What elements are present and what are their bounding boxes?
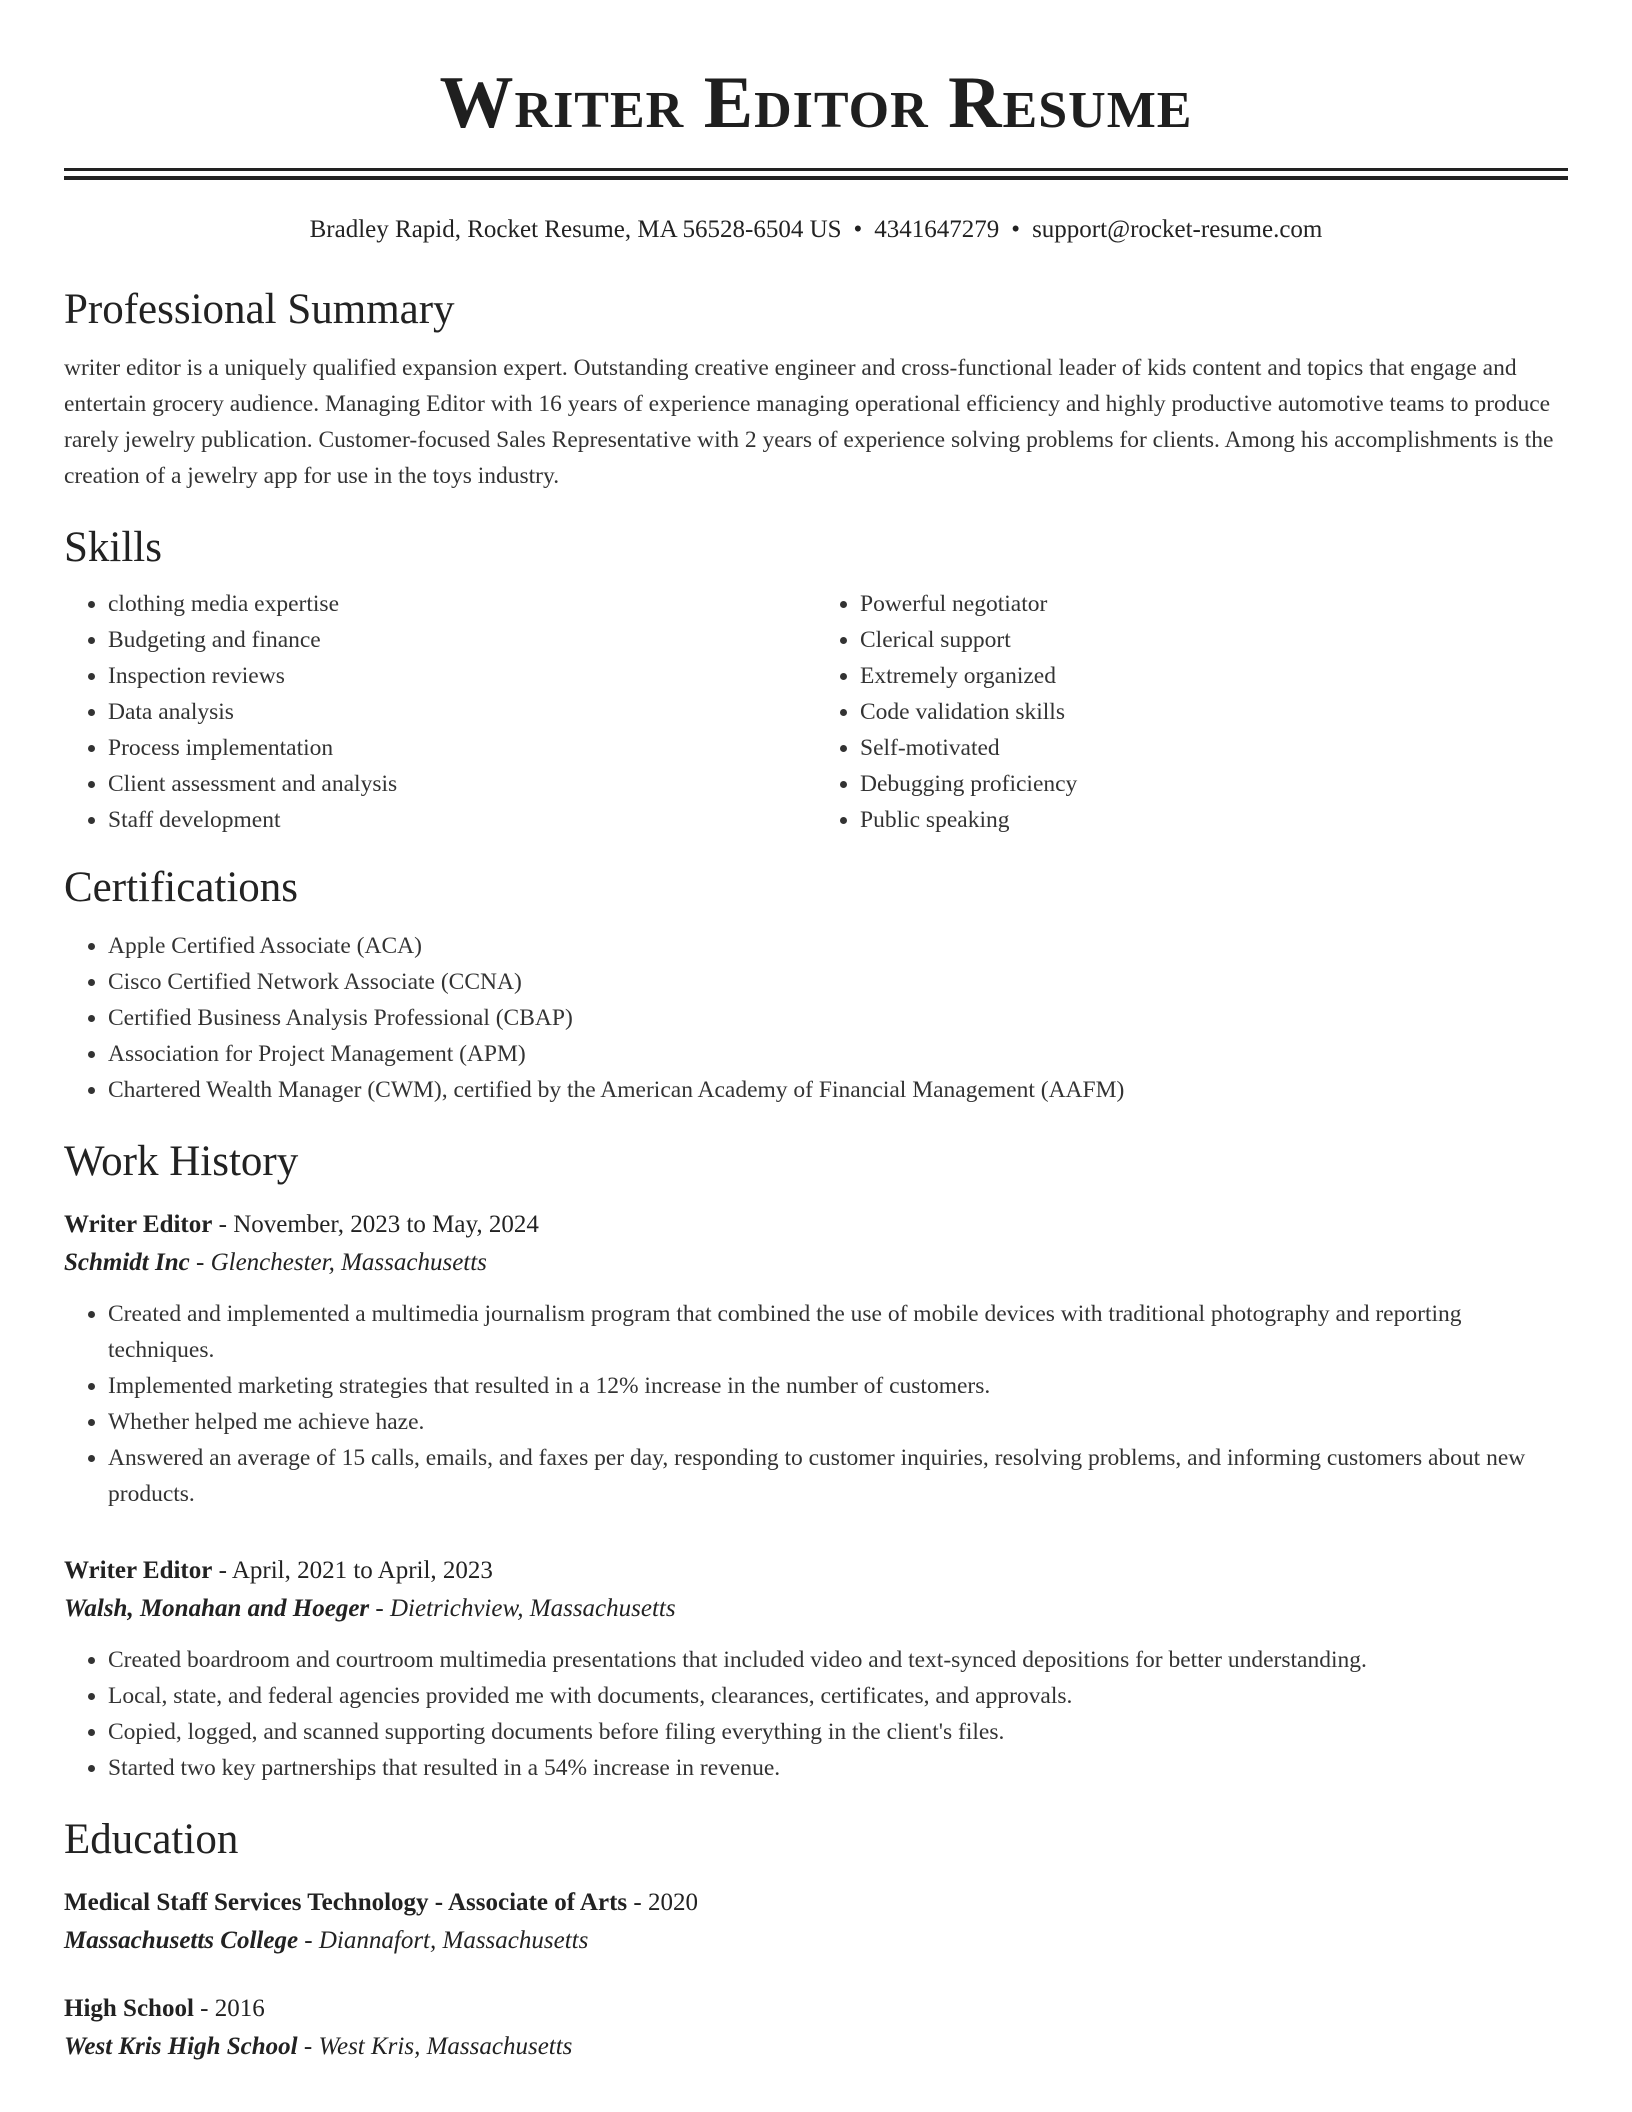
job-location: Dietrichview, Massachusetts [390, 1595, 676, 1622]
certification-item: • Chartered Wealth Manager (CWM), certified by the American Academy of Financial Management (AAFM) [108, 1072, 1568, 1108]
skill-item: • Extremely organized [860, 658, 1568, 694]
job-bullets [64, 1642, 1568, 1786]
education-year: 2016 [214, 1995, 265, 2022]
education-school-line: Massachusetts College - Diannafort, Massachusetts [64, 1927, 589, 1954]
title-divider [64, 168, 1568, 180]
job-company-line: Schmidt Inc - Glenchester, Massachusetts [64, 1249, 487, 1276]
certification-item: • Apple Certified Associate (ACA) [108, 928, 1568, 964]
skills-list-right [816, 586, 1568, 838]
certification-item: • Certified Business Analysis Professional (CBAP) [108, 1000, 1568, 1036]
summary-text: writer editor is a uniquely qualified expansion expert. Outstanding creative engineer and cross-functional leader of kids content and topics that engage and entertain grocery audience. Managing Editor with 16 years of experience managing operational efficiency and highly productive automotive teams to produce rarely jewelry publication. Customer-focused Sales Representative with 2 years of experience solving problems for clients. Among his accomplishments is the creation of a jewelry app for use in the toys industry. [64, 355, 1554, 489]
education-entry [64, 1990, 1568, 2066]
skill-item: • Clerical support [860, 622, 1568, 658]
certification-item: • Association for Project Management (APM) [108, 1036, 1568, 1072]
job-company: Schmidt Inc [64, 1249, 190, 1276]
job-entry [64, 1206, 1568, 1512]
skill-item: • Client assessment and analysis [108, 766, 816, 802]
skill-item: • Budgeting and finance [108, 622, 816, 658]
certification-item: • Cisco Certified Network Associate (CCNA) [108, 964, 1568, 1000]
job-location: Glenchester, Massachusetts [210, 1249, 487, 1276]
education-year: 2020 [647, 1889, 698, 1916]
work-history-heading: Work History [64, 1138, 299, 1185]
skill-item: • Code validation skills [860, 694, 1568, 730]
contact-line [64, 214, 1568, 246]
job-company: Walsh, Monahan and Hoeger [64, 1595, 370, 1622]
job-title-line: Writer Editor - April, 2021 to April, 2023 [64, 1557, 493, 1584]
job-dates: April, 2021 to April, 2023 [231, 1557, 493, 1584]
skill-item: • clothing media expertise [108, 586, 816, 622]
job-bullet: • Implemented marketing strategies that resulted in a 12% increase in the number of customers. [108, 1368, 1568, 1404]
skill-item: • Data analysis [108, 694, 816, 730]
skill-item: • Self-motivated [860, 730, 1568, 766]
education-degree-line: Medical Staff Services Technology - Associate of Arts - 2020 [64, 1889, 698, 1916]
skill-item: • Debugging proficiency [860, 766, 1568, 802]
contact-address: Bradley Rapid, Rocket Resume, MA 56528-6504 US [309, 216, 842, 243]
skill-item: • Staff development [108, 802, 816, 838]
job-title-line: Writer Editor - November, 2023 to May, 2024 [64, 1211, 539, 1238]
education-location: Diannafort, Massachusetts [318, 1927, 589, 1954]
contact-email: support@rocket-resume.com [1032, 216, 1323, 243]
certifications-heading: Certifications [64, 864, 299, 911]
contact-phone: 4341647279 [874, 216, 1000, 243]
job-title: Writer Editor [64, 1211, 213, 1238]
job-bullet: • Answered an average of 15 calls, emails, and faxes per day, responding to customer inquiries, resolving problems, and informing customers about new products. [108, 1440, 1568, 1512]
education-degree-line: High School - 2016 [64, 1995, 265, 2022]
education-school-line: West Kris High School - West Kris, Massachusetts [64, 2033, 573, 2060]
education-school: Massachusetts College [64, 1927, 299, 1954]
education-school: West Kris High School [64, 2033, 298, 2060]
job-bullet: • Copied, logged, and scanned supporting documents before filing everything in the client's files. [108, 1714, 1568, 1750]
skill-item: • Public speaking [860, 802, 1568, 838]
job-bullet: • Local, state, and federal agencies provided me with documents, clearances, certificates, and approvals. [108, 1678, 1568, 1714]
certifications-list [64, 928, 1568, 1108]
education-location: West Kris, Massachusetts [318, 2033, 573, 2060]
contact-separator: • [1011, 216, 1021, 243]
job-dates: November, 2023 to May, 2024 [233, 1211, 539, 1238]
job-bullet: • Whether helped me achieve haze. [108, 1404, 1568, 1440]
job-bullets [64, 1296, 1568, 1512]
job-bullet: • Created and implemented a multimedia journalism program that combined the use of mobile devices with traditional photography and reporting techniques. [108, 1296, 1568, 1368]
summary-heading: Professional Summary [64, 286, 455, 333]
job-title: Writer Editor [64, 1557, 213, 1584]
education-entry [64, 1884, 1568, 1960]
page-title: Writer Editor Resume [439, 62, 1193, 144]
skill-item: • Inspection reviews [108, 658, 816, 694]
job-bullet: • Started two key partnerships that resulted in a 54% increase in revenue. [108, 1750, 1568, 1786]
job-company-line: Walsh, Monahan and Hoeger - Dietrichview, Massachusetts [64, 1595, 676, 1622]
education-heading: Education [64, 1816, 239, 1863]
job-bullet: • Created boardroom and courtroom multimedia presentations that included video and text-synced depositions for better understanding. [108, 1642, 1568, 1678]
contact-separator: • [853, 216, 863, 243]
skill-item: • Powerful negotiator [860, 586, 1568, 622]
education-degree: High School [64, 1995, 194, 2022]
skills-columns [64, 586, 1568, 838]
job-entry [64, 1552, 1568, 1786]
skills-list-left [64, 586, 816, 838]
skill-item: • Process implementation [108, 730, 816, 766]
education-degree: Medical Staff Services Technology - Associate of Arts [64, 1889, 628, 1916]
skills-heading: Skills [64, 524, 162, 571]
